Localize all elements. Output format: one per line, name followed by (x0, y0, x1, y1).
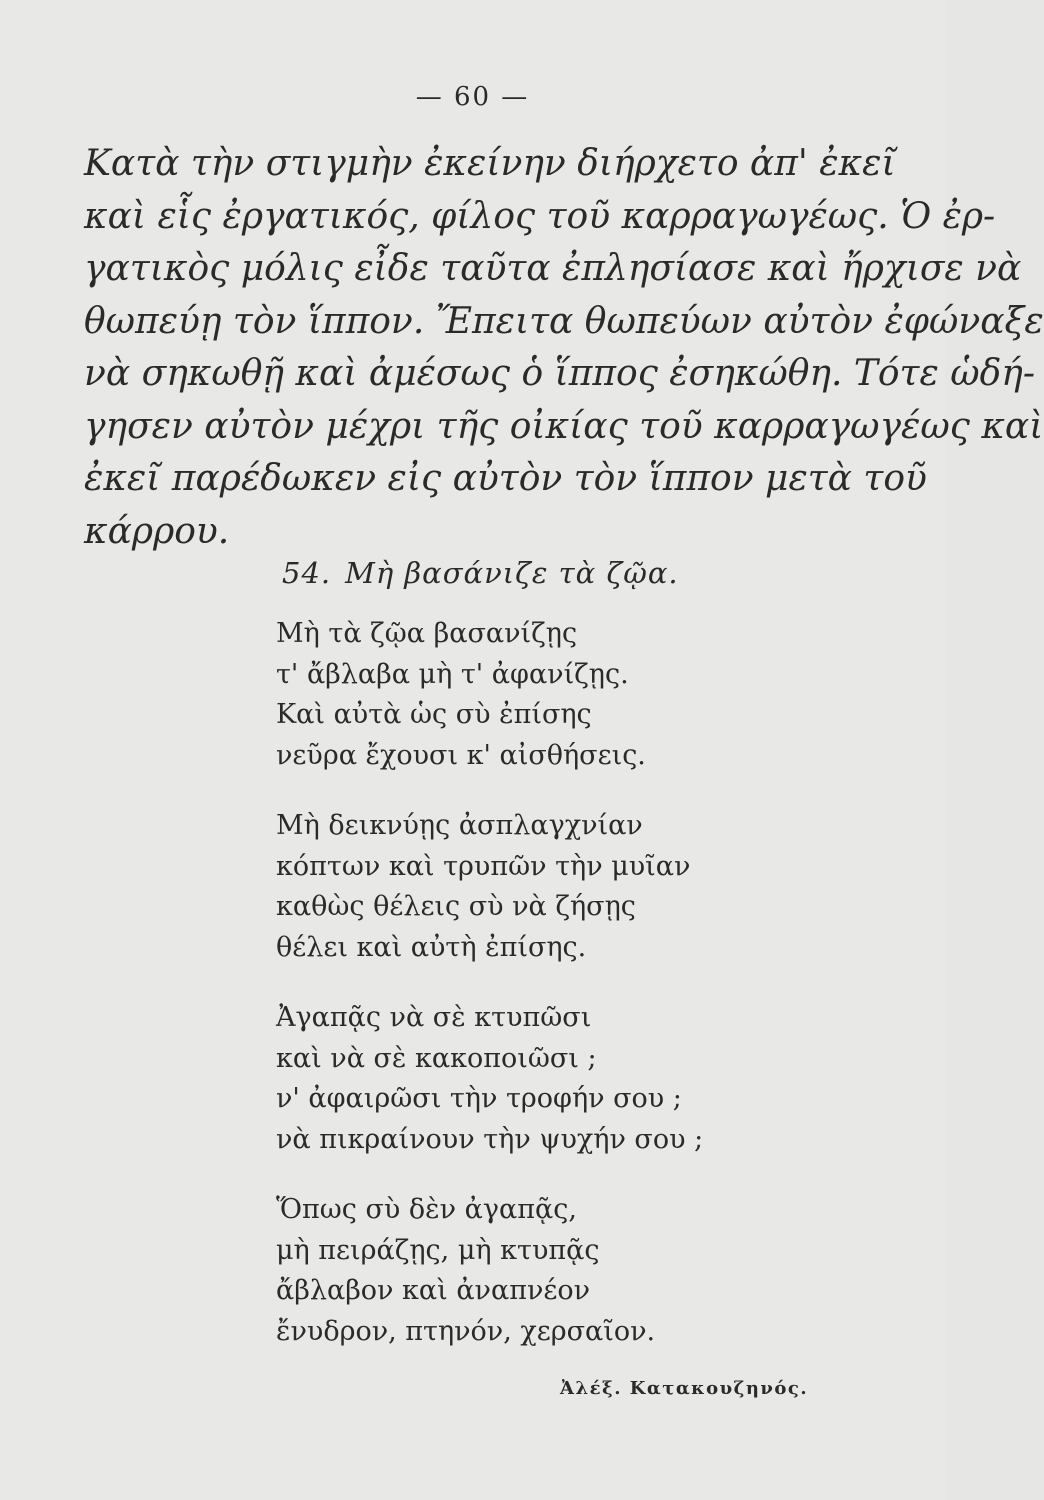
prose-line: ἐκεῖ παρέδωκεν εἰς αὐτὸν τὸν ἵππον μετὰ τοῦ (84, 458, 927, 499)
verse-line: τ' ἄβλαβα μὴ τ' ἀφανίζῃς. (276, 658, 629, 690)
verse-line: καθὼς θέλεις σὺ νὰ ζήσῃς (276, 891, 636, 922)
prose-line: γατικὸς μόλις εἶδε ταῦτα ἐπλησίασε καὶ ἤρχισε νὰ (84, 248, 1022, 289)
poem-heading (282, 556, 679, 590)
verse-line: θέλει καὶ αὐτὴ ἐπίσης. (276, 931, 587, 963)
poem-stanza (276, 1190, 756, 1352)
verse-line: ἄβλαβον καὶ ἀναπνέον (276, 1275, 591, 1306)
verse-line: ἔνυδρον, πτηνόν, χερσαῖον. (276, 1315, 656, 1347)
prose-line: Κατὰ τὴν στιγμὴν ἐκείνην διήρχετο ἀπ' ἐκεῖ (84, 143, 896, 184)
verse-line: μὴ πειράζῃς, μὴ κτυπᾷς (276, 1234, 600, 1266)
verse-line: καὶ νὰ σὲ κακοποιῶσι ; (276, 1042, 597, 1074)
prose-line: θωπεύῃ τὸν ἵππον. Ἔπειτα θωπεύων αὐτὸν ἐφώναξε (84, 300, 1044, 342)
prose-line: γησεν αὐτὸν μέχρι τῆς οἰκίας τοῦ καρραγωγέως καὶ (84, 405, 1044, 447)
verse-line: νὰ πικραίνουν τὴν ψυχήν σου ; (276, 1123, 704, 1155)
prose-line: καὶ εἷς ἐργατικός, φίλος τοῦ καρραγωγέως. Ὁ ἐρ- (84, 195, 996, 237)
poem-stanza (276, 614, 756, 776)
prose-line: νὰ σηκωθῇ καὶ ἀμέσως ὁ ἵππος ἐσηκώθη. Τότε ὡδή- (84, 353, 1035, 394)
poem-stanza (276, 998, 756, 1160)
prose-line: κάρρου. (84, 510, 230, 552)
verse-line: Καὶ αὐτὰ ὡς σὺ ἐπίσης (276, 699, 592, 730)
page-number: — 60 — (415, 82, 530, 112)
verse-line: Ὅπως σὺ δὲν ἀγαπᾷς, (276, 1194, 577, 1225)
poem-number: 54. (282, 556, 332, 590)
author-signature: Ἀλέξ. Κατακουζηνός. (560, 1378, 809, 1399)
poem-title: Μὴ βασάνιζε τὰ ζῷα. (345, 556, 679, 590)
verse-line: Ἀγαπᾷς νὰ σὲ κτυπῶσι (276, 1002, 592, 1033)
verse-line: ν' ἀφαιρῶσι τὴν τροφήν σου ; (276, 1083, 682, 1114)
prose-paragraph (84, 138, 1044, 558)
verse-line: Μὴ τὰ ζῷα βασανίζῃς (276, 618, 578, 649)
verse-line: Μὴ δεικνύῃς ἀσπλαγχνίαν (276, 810, 643, 841)
verse-line: κόπτων καὶ τρυπῶν τὴν μυῖαν (276, 850, 691, 882)
verse-line: νεῦρα ἔχουσι κ' αἰσθήσεις. (276, 739, 646, 771)
poem-stanza (276, 806, 756, 968)
